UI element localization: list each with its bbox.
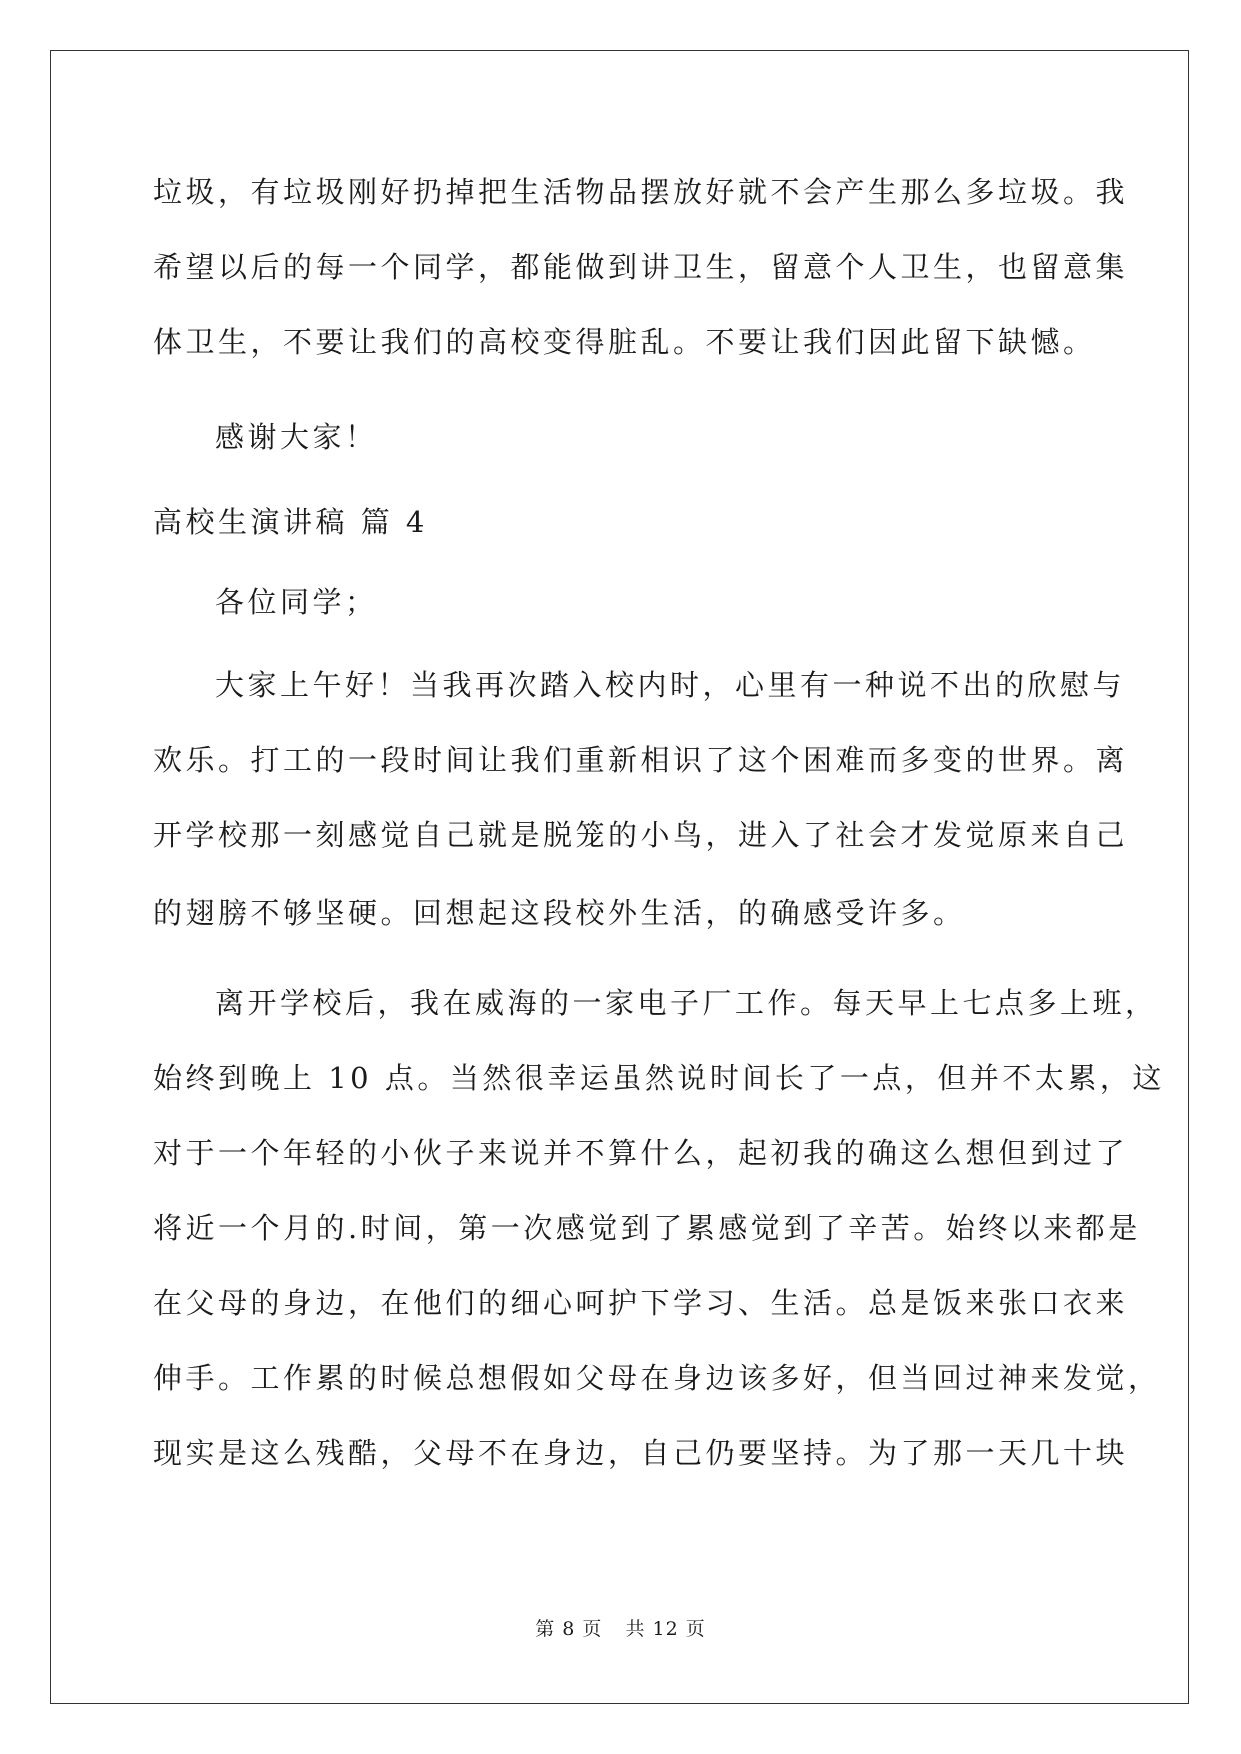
page-number: 第 8 页 (535, 1618, 603, 1640)
salutation: 各位同学； (215, 585, 378, 619)
section-heading: 高校生演讲稿 篇 4 (153, 505, 428, 539)
text-line: 将近一个月的.时间，第一次感觉到了累感觉到了辛苦。始终以来都是 (153, 1211, 1141, 1245)
text-line: 在父母的身边，在他们的细心呵护下学习、生活。总是饭来张口衣来 (153, 1286, 1129, 1320)
text-line: 感谢大家！ (215, 420, 378, 454)
text-line: 大家上午好！当我再次踏入校内时，心里有一种说不出的欣慰与 (215, 668, 1126, 702)
text-line: 垃圾，有垃圾刚好扔掉把生活物品摆放好就不会产生那么多垃圾。我 (153, 175, 1129, 209)
text-line: 始终到晚上 10 点。当然很幸运虽然说时间长了一点，但并不太累，这 (153, 1061, 1165, 1095)
text-line: 对于一个年轻的小伙子来说并不算什么，起初我的确这么想但到过了 (153, 1136, 1129, 1170)
text-line: 现实是这么残酷，父母不在身边，自己仍要坚持。为了那一天几十块 (153, 1436, 1129, 1470)
text-line: 离开学校后，我在威海的一家电子厂工作。每天早上七点多上班， (215, 986, 1158, 1020)
text-line: 体卫生，不要让我们的高校变得脏乱。不要让我们因此留下缺憾。 (153, 325, 1096, 359)
page-total: 共 12 页 (625, 1618, 706, 1640)
text-line: 欢乐。打工的一段时间让我们重新相识了这个困难而多变的世界。离 (153, 743, 1129, 777)
text-line: 希望以后的每一个同学，都能做到讲卫生，留意个人卫生，也留意集 (153, 250, 1129, 284)
text-line: 伸手。工作累的时候总想假如父母在身边该多好，但当回过神来发觉， (153, 1361, 1161, 1395)
page-footer (0, 1617, 1241, 1641)
text-line: 的翅膀不够坚硬。回想起这段校外生活，的确感受许多。 (153, 896, 966, 930)
text-line: 开学校那一刻感觉自己就是脱笼的小鸟，进入了社会才发觉原来自己 (153, 818, 1129, 852)
